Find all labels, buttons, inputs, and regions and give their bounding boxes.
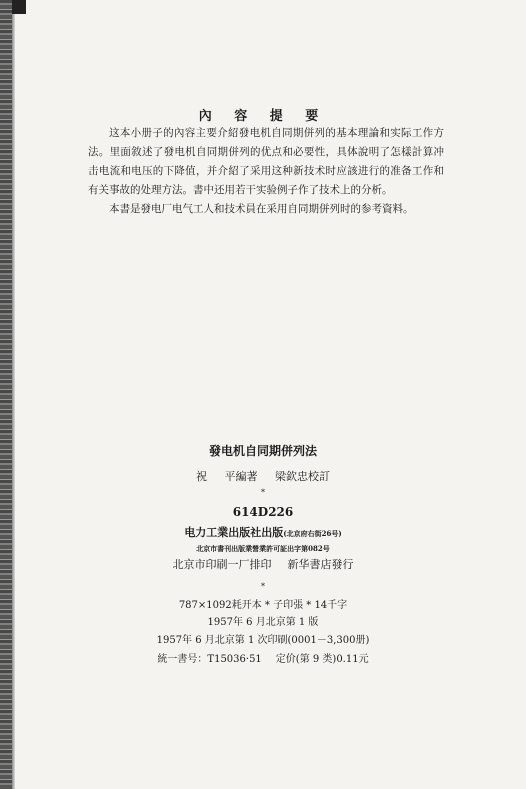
- publisher-name: 电力工業出版社出版: [184, 526, 284, 539]
- price: 定价(第 9 类)0.11元: [275, 654, 369, 665]
- catalog-number: 統一書号：T15036·51: [157, 654, 262, 665]
- catalog-price-line: [0, 650, 526, 665]
- printer-line: [0, 556, 526, 572]
- separator-star: *: [261, 488, 265, 497]
- publisher-address: (北京府右街26号): [283, 529, 342, 538]
- summary-heading: 內 容 提 要: [198, 109, 328, 124]
- book-code: 614D226: [232, 505, 294, 519]
- scan-corner-mark: [12, 0, 26, 14]
- printing-info: 1957年 6 月北京第 1 次印刷(0001－3,300册): [156, 635, 370, 646]
- summary-paragraph: 本書是發电厂电气工人和技术員在采用自同期併列时的参考資料。: [109, 203, 414, 215]
- summary-body: [88, 124, 444, 219]
- summary-paragraph: 这本小册子的內容主要介紹發电机自同期併列的基本理論和实际工作方法。里面敘述了發电机自同期併列的优点和必要性，具体說明了怎樣計算冲击电流和电压的下降值，并介紹了采用这种新技术时应該进行的准备工作和有关事故的处理方法。書中还用若干实验例子作了技术上的分析。: [88, 127, 444, 196]
- license-number: 北京市書刊出版業營業許可証出字第082号: [196, 544, 330, 553]
- distributor-name: 新华書店發行: [287, 558, 354, 571]
- printer-name: 北京市印刷一厂排印: [172, 558, 272, 571]
- author-credits: 祝 平編著 梁欽忠校訂: [196, 470, 330, 483]
- separator-star: *: [261, 582, 265, 591]
- publisher-line: [0, 524, 526, 540]
- edition-info: 1957年 6 月北京第 1 版: [207, 617, 319, 628]
- book-title: 發电机自同期併列法: [208, 444, 317, 458]
- format-spec: 787×1092耗开本 * 子印張 * 14千字: [178, 600, 348, 611]
